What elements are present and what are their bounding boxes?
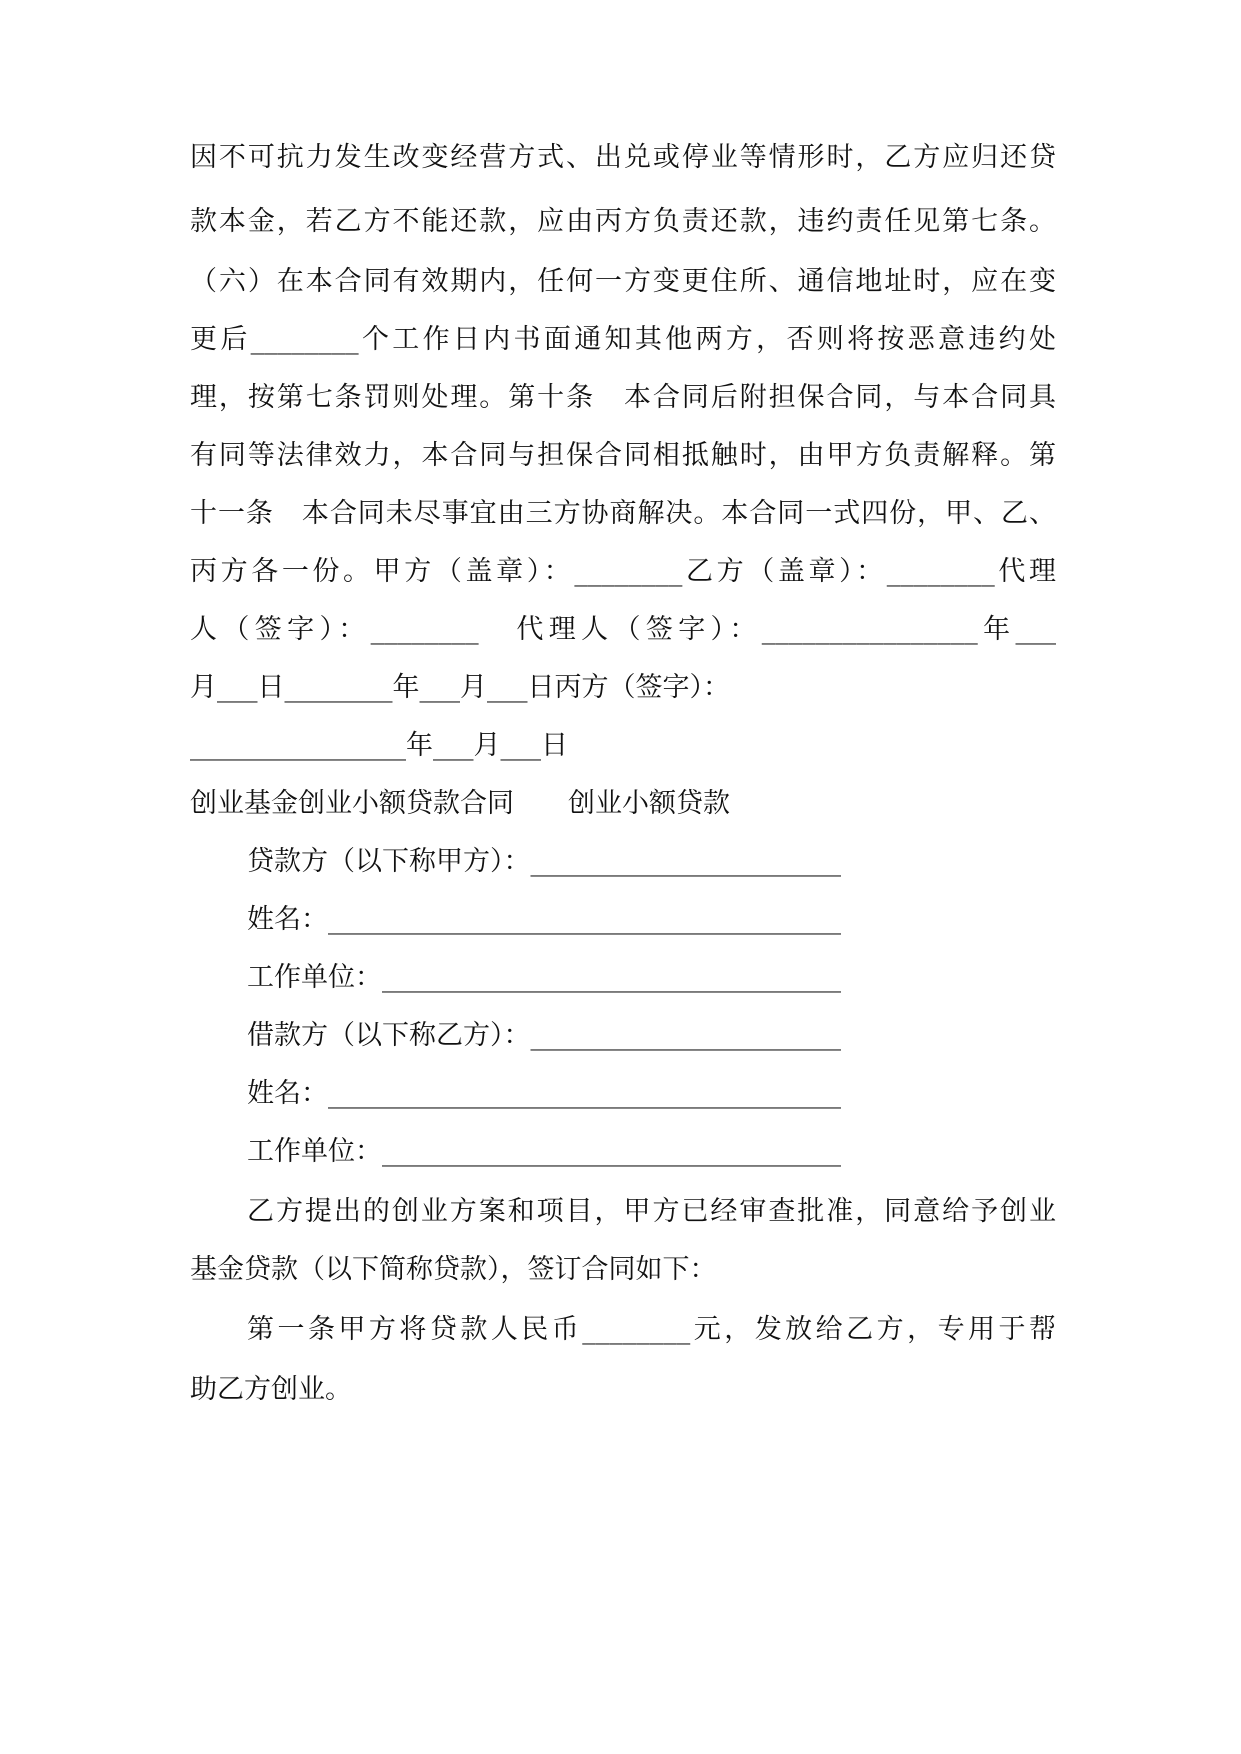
article-one-line-2: 助乙方创业。	[190, 1374, 352, 1405]
contract-text-line-7: 十一条 本合同未尽事宜由三方协商解决。本合同一式四份，甲、乙、	[190, 498, 1056, 529]
lender-employer-field: 工作单位：__________________________________	[247, 962, 841, 993]
contract-text-line-6: 有同等法律效力，本合同与担保合同相抵触时，由甲方负责解释。第	[190, 440, 1056, 471]
article-one-line-1: 第一条甲方将贷款人民币________元，发放给乙方，专用于帮	[247, 1314, 1056, 1345]
contract-text-line-2: 款本金，若乙方不能还款，应由丙方负责还款，违约责任见第七条。	[190, 206, 1056, 237]
borrower-field: 借款方（以下称乙方）：_______________________	[247, 1020, 841, 1051]
contract-text-line-5: 理，按第七条罚则处理。第十条 本合同后附担保合同，与本合同具	[190, 382, 1056, 413]
contract-text-line-11: ________________年___月___日	[190, 730, 568, 761]
lender-name-field: 姓名：______________________________________	[247, 904, 841, 935]
contract-text-line-3: （六）在本合同有效期内，任何一方变更住所、通信地址时，应在变	[190, 266, 1056, 297]
borrower-name-field: 姓名：______________________________________	[247, 1078, 841, 1109]
contract-text-line-10: 月___日________年___月___日丙方（签字）：	[190, 672, 730, 703]
lender-field: 贷款方（以下称甲方）：_______________________	[247, 846, 841, 877]
contract-heading: 创业基金创业小额贷款合同 创业小额贷款	[190, 788, 730, 819]
preamble-line-1: 乙方提出的创业方案和项目，甲方已经审查批准，同意给予创业	[247, 1196, 1056, 1227]
borrower-employer-field: 工作单位：__________________________________	[247, 1136, 841, 1167]
contract-text-line-9: 人（签字）：________ 代理人（签字）：________________年___	[190, 614, 1056, 645]
contract-text-line-4: 更后________个工作日内书面通知其他两方，否则将按恶意违约处	[190, 324, 1056, 355]
preamble-line-2: 基金贷款（以下简称贷款），签订合同如下：	[190, 1254, 717, 1285]
contract-text-line-1: 因不可抗力发生改变经营方式、出兑或停业等情形时，乙方应归还贷	[190, 142, 1056, 173]
contract-text-line-8: 丙方各一份。甲方（盖章）：________乙方（盖章）：________代理	[190, 556, 1056, 587]
